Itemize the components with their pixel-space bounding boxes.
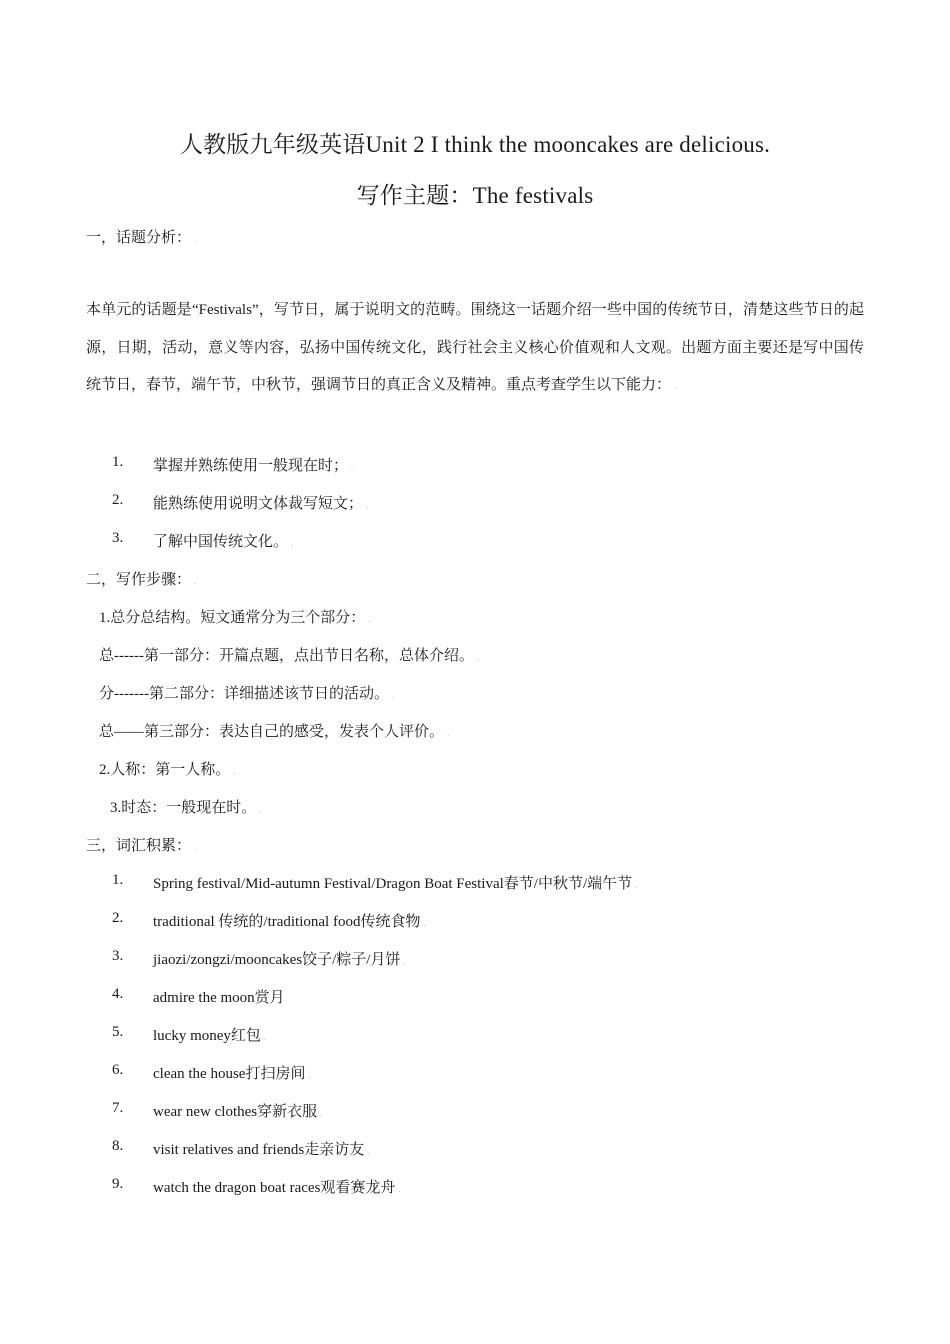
- vocab-number: 7.: [112, 1100, 124, 1116]
- vocab-item: jiaozi/zongzi/mooncakes饺子/粽子/月饼 .: [153, 952, 406, 968]
- step-line: 分-------第二部分：详细描述该节日的活动。 .: [99, 686, 395, 702]
- vocab-number: 3.: [112, 948, 124, 964]
- step-line: 总——第三部分：表达自己的感受，发表个人评价。 .: [99, 724, 450, 740]
- section2-heading: 二，写作步骤： .: [86, 572, 197, 588]
- vocab-item: traditional 传统的/traditional food传统食物 .: [153, 914, 426, 930]
- vocab-number: 8.: [112, 1138, 124, 1154]
- vocab-item: visit relatives and friends走亲访友 .: [153, 1142, 370, 1158]
- vocab-number: 2.: [112, 910, 124, 926]
- section1-heading: 一，话题分析： .: [86, 230, 197, 246]
- vocab-item: clean the house打扫房间 .: [153, 1066, 311, 1082]
- vocab-item: wear new clothes穿新衣服 .: [153, 1104, 323, 1120]
- vocab-item: watch the dragon boat races观看赛龙舟 .: [153, 1180, 401, 1196]
- step-line: 1.总分总结构。短文通常分为三个部分： .: [99, 610, 371, 626]
- step-line: 总------第一部分：开篇点题，点出节日名称，总体介绍。 .: [99, 648, 480, 664]
- ability-item: 能熟练使用说明文体裁写短文； .: [153, 496, 369, 512]
- document-subtitle: 写作主题：The festivals: [356, 183, 594, 208]
- document-title: 人教版九年级英语Unit 2 I think the mooncakes are delicious.: [179, 132, 771, 157]
- vocab-item: admire the moon赏月: [153, 990, 285, 1006]
- ability-item: 掌握并熟练使用一般现在时； .: [153, 458, 354, 474]
- vocab-number: 9.: [112, 1176, 124, 1192]
- step-line: 2.人称：第一人称。 .: [99, 762, 236, 778]
- ability-number: 2.: [112, 492, 124, 508]
- section3-heading: 三，词汇积累： .: [86, 838, 197, 854]
- vocab-number: 5.: [112, 1024, 124, 1040]
- ability-item: 了解中国传统文化。 .: [153, 534, 294, 550]
- ability-number: 3.: [112, 530, 124, 546]
- vocab-number: 6.: [112, 1062, 124, 1078]
- topic-analysis-paragraph: 本单元的话题是“Festivals”，写节日，属于说明文的范畴。围绕这一话题介绍一些中国的传统节日，清楚这些节日的起源，日期，活动，意义等内容，弘扬中国传统文化，践行社会主义核心价值观和人文观。出题方面主要还是写中国传统节日，春节，端午节，中秋节，强调节日的真正含义及精神。重点考查学生以下能力： .: [86, 302, 864, 394]
- vocab-item: lucky money红包 .: [153, 1028, 267, 1044]
- ability-number: 1.: [112, 454, 124, 470]
- vocab-number: 4.: [112, 986, 124, 1002]
- vocab-number: 1.: [112, 872, 124, 888]
- step-line: 3.时态：一般现在时。 .: [110, 800, 262, 816]
- vocab-item: Spring festival/Mid-autumn Festival/Dragon Boat Festival春节/中秋节/端午节 .: [153, 876, 638, 892]
